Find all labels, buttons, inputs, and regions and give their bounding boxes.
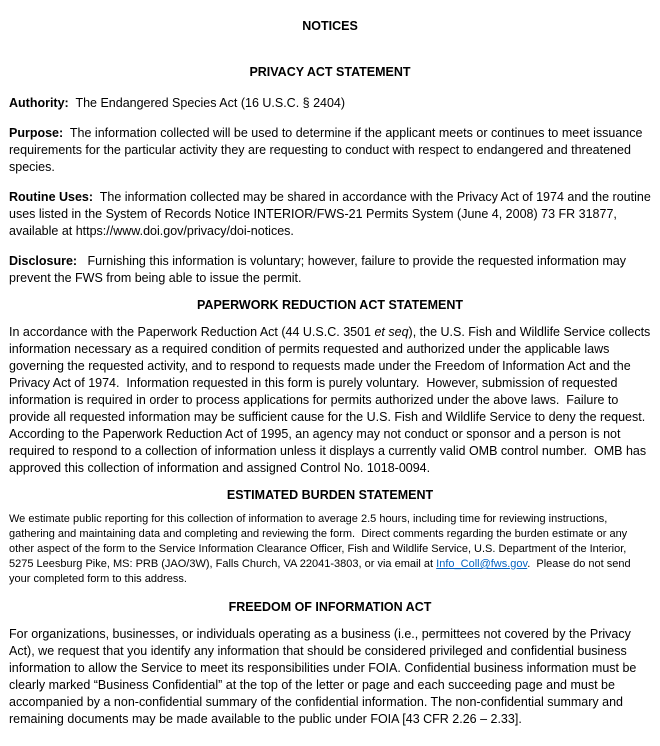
privacy-act-heading: PRIVACY ACT STATEMENT — [249, 65, 411, 79]
foia-heading: FREEDOM OF INFORMATION ACT — [228, 600, 432, 614]
authority-label: Authority: — [9, 96, 69, 110]
authority-paragraph — [9, 95, 651, 112]
paperwork-paragraph — [9, 324, 654, 477]
burden-text-before: We estimate public reporting for this collection of information to average 2.5 hours, including time for reviewing instructions, gathering and maintaining data and completing and reviewing the form. Direct comments regarding the burden estimate or any other aspect of the form to the Service Information Clearance Officer, Fish and Wildlife Service, U.S. Department of the Interior, 5275 Leesburg Pike, MS: PRB (JAO/3W), Falls Church, VA 22041-3803, or via email at — [9, 513, 631, 570]
email-link[interactable]: Info_Coll@fws.gov — [436, 558, 528, 570]
paperwork-text-before: In accordance with the Paperwork Reduction Act (44 U.S.C. 3501 — [9, 325, 375, 339]
purpose-label: Purpose: — [9, 126, 64, 140]
burden-paragraph — [9, 512, 651, 587]
page-title: NOTICES — [302, 19, 358, 33]
paperwork-text-italic: et seq — [374, 325, 409, 339]
paperwork-reduction-heading: PAPERWORK REDUCTION ACT STATEMENT — [197, 298, 463, 312]
disclosure-text: Furnishing this information is voluntary; however, failure to provide the requested information may prevent the FWS from being able to issue the permit. — [9, 254, 630, 285]
purpose-paragraph — [9, 125, 651, 176]
routine-uses-paragraph — [9, 189, 655, 240]
authority-text: The Endangered Species Act (16 U.S.C. § 2404) — [68, 96, 346, 110]
burden-text-after: . Please do not send your completed form to this address. — [9, 558, 634, 585]
routine-uses-label: Routine Uses: — [9, 190, 94, 204]
disclosure-label: Disclosure: — [9, 254, 78, 268]
routine-uses-text: The information collected may be shared in accordance with the Privacy Act of 1974 and the routine uses listed in the System of Records Notice INTERIOR/FWS-21 Permits System (June 4, 2008) 73 FR 31877, available at https://www.doi.gov/privacy/doi-notices. — [9, 190, 655, 238]
paperwork-text-after: ), the U.S. Fish and Wildlife Service collects information necessary as a required condition of permits requested and authorized under the applicable laws governing the requested activity, and to respond to requests made under the Freedom of Information Act and the Privacy Act of 1974. Information requested in this form is purely voluntary. However, submission of requested information is required in order to process applications for permits authorized under the above laws. Failure to provide all requested information may be sufficient cause for the U.S. Fish and Wildlife Service to deny the request. According to the Paperwork Reduction Act of 1995, an agency may not conduct or sponsor and a person is not required to respond to a collection of information unless it displays a currently valid OMB control number. OMB has approved this collection of information and assigned Control No. 1018-0094. — [9, 325, 654, 475]
foia-paragraph — [9, 626, 651, 728]
estimated-burden-heading: ESTIMATED BURDEN STATEMENT — [226, 488, 434, 502]
purpose-text: The information collected will be used to determine if the applicant meets or continues to meet issuance requirements for the particular activity they are requesting to conduct with respect to endangered and threatened species. — [9, 126, 646, 174]
disclosure-paragraph — [9, 253, 651, 287]
foia-text: For organizations, businesses, or individuals operating as a business (i.e., permittees not covered by the Privacy Act), we request that you identify any information that should be considered privileged and confidential business information to allow the Service to meet its responsibilities under FOIA. Confidential business information must be clearly marked “Business Confidential” at the top of the letter or page and each succeeding page and must be accompanied by a non-confidential summary of the confidential information. The non-confidential summary and remaining documents may be made available to the public under FOIA [43 CFR 2.26 – 2.33]. — [9, 627, 640, 726]
